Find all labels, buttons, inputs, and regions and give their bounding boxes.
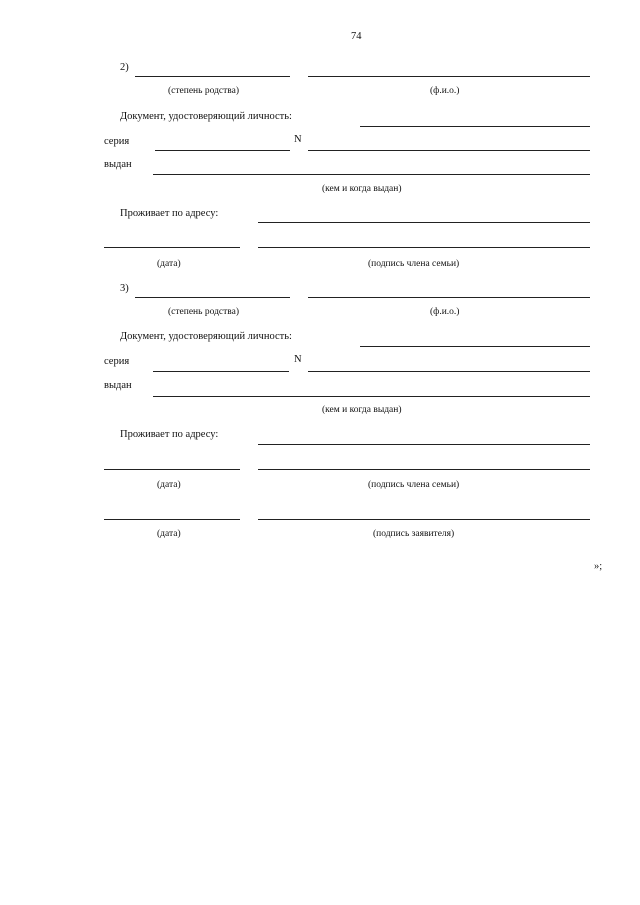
applicant-signature-caption: (подпись заявителя) (373, 529, 455, 539)
address-field-line-1[interactable] (258, 222, 590, 223)
issued-by-field[interactable] (153, 174, 590, 175)
relation-caption: (степень родства) (168, 86, 240, 96)
full-name-field[interactable] (308, 297, 590, 298)
issued-caption: (кем и когда выдан) (322, 184, 402, 194)
full-name-caption: (ф.и.о.) (430, 307, 460, 317)
applicant-signature-field[interactable] (258, 519, 590, 520)
issued-label: выдан (104, 159, 132, 170)
address-label: Проживает по адресу: (120, 208, 219, 219)
document-label: Документ, удостоверяющий личность: (120, 331, 292, 342)
series-label: серия (104, 356, 130, 367)
date-field[interactable] (104, 247, 240, 248)
relation-caption: (степень родства) (168, 307, 240, 317)
document-label: Документ, удостоверяющий личность: (120, 111, 292, 122)
number-label: N (294, 134, 302, 145)
issued-label: выдан (104, 380, 132, 391)
number-label: N (294, 354, 302, 365)
applicant-date-caption: (дата) (157, 529, 181, 539)
address-label: Проживает по адресу: (120, 429, 219, 440)
document-type-field[interactable] (360, 126, 590, 127)
closing-quote: »; (594, 561, 603, 572)
document-number-field[interactable] (308, 371, 590, 372)
applicant-date-field[interactable] (104, 519, 240, 520)
series-field[interactable] (155, 150, 290, 151)
series-field[interactable] (153, 371, 289, 372)
issued-caption: (кем и когда выдан) (322, 405, 402, 415)
page-number: 74 (351, 31, 362, 42)
relation-field[interactable] (135, 297, 290, 298)
address-field-line-1[interactable] (258, 444, 590, 445)
block-number: 3) (120, 283, 129, 294)
issued-by-field[interactable] (153, 396, 590, 397)
signature-field[interactable] (258, 469, 590, 470)
document-type-field[interactable] (360, 346, 590, 347)
full-name-caption: (ф.и.о.) (430, 86, 460, 96)
block-number: 2) (120, 62, 129, 73)
date-field[interactable] (104, 469, 240, 470)
signature-caption: (подпись члена семьи) (368, 480, 460, 490)
series-label: серия (104, 136, 130, 147)
date-caption: (дата) (157, 259, 181, 269)
signature-field[interactable] (258, 247, 590, 248)
relation-field[interactable] (135, 76, 290, 77)
document-number-field[interactable] (308, 150, 590, 151)
signature-caption: (подпись члена семьи) (368, 259, 460, 269)
full-name-field[interactable] (308, 76, 590, 77)
date-caption: (дата) (157, 480, 181, 490)
